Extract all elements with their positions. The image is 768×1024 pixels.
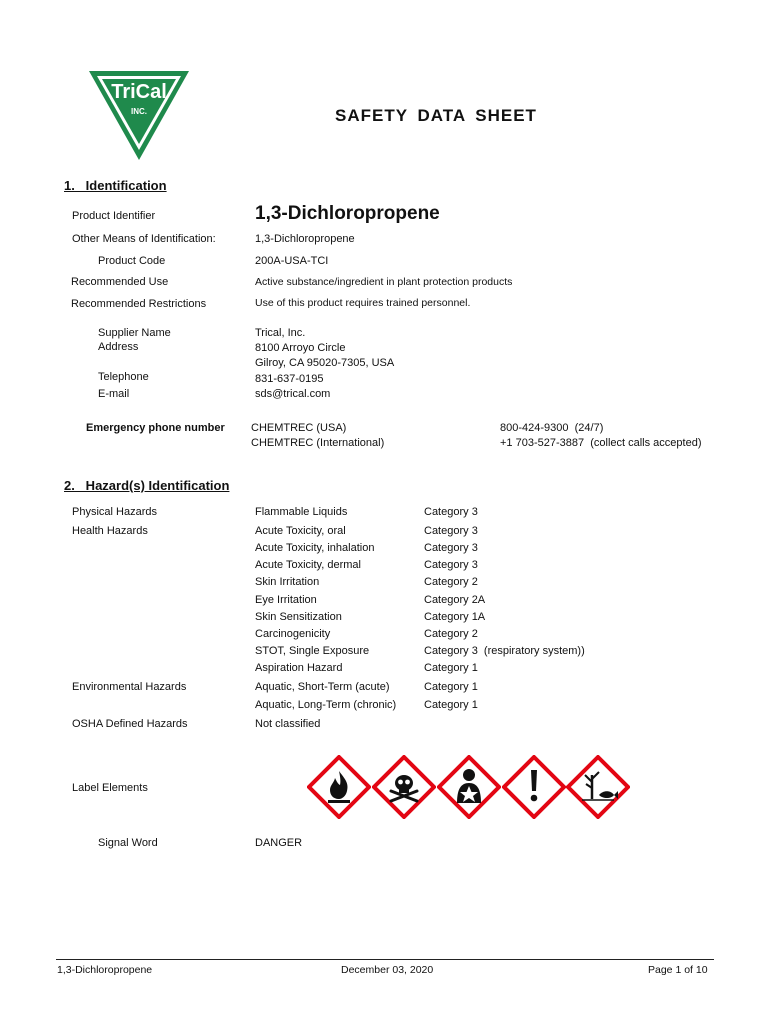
supplier-name-value: Trical, Inc.: [255, 327, 306, 339]
signal-word-label: Signal Word: [98, 837, 158, 849]
supplier-name-label: Supplier Name: [98, 327, 171, 339]
telephone-value: 831-637-0195: [255, 373, 324, 385]
footer-divider: [56, 959, 714, 960]
table-row: [0, 559, 768, 576]
section-2-heading: 2. Hazard(s) Identification: [64, 478, 230, 493]
logo-subtext: INC.: [131, 107, 147, 116]
footer-page-number: Page 1 of 10: [648, 964, 708, 976]
emergency-name-intl: CHEMTREC (International): [251, 437, 385, 449]
table-row: [0, 525, 768, 542]
hazard-category: Category 3: [424, 506, 478, 518]
hazard-category: Category 3: [424, 559, 478, 571]
hazard-category: Category 1A: [424, 611, 486, 623]
health-hazard-icon: [437, 755, 501, 824]
table-row: [0, 699, 768, 716]
table-row: [0, 506, 768, 523]
hazard-class: Skin Irritation: [255, 576, 320, 588]
document-title: SAFETY DATA SHEET: [335, 106, 537, 125]
emergency-number-intl: +1 703-527-3887 (collect calls accepted): [500, 437, 702, 449]
footer-date: December 03, 2020: [341, 964, 434, 976]
emergency-name-usa: CHEMTREC (USA): [251, 422, 347, 434]
table-row: [0, 611, 768, 628]
hazard-category: Category 3: [424, 525, 478, 537]
hazard-class: Aquatic, Long-Term (chronic): [255, 699, 397, 711]
hazard-class: STOT, Single Exposure: [255, 645, 370, 657]
hazard-category: Category 1: [424, 662, 478, 674]
label-elements-label: Label Elements: [72, 782, 148, 794]
telephone-label: Telephone: [98, 371, 149, 383]
product-identifier-label: Product Identifier: [72, 210, 156, 222]
hazard-class: Flammable Liquids: [255, 506, 348, 518]
hazard-category: Category 1: [424, 699, 478, 711]
hazard-category: Category 3: [424, 542, 478, 554]
environment-icon: [566, 755, 630, 824]
hazard-category: Category 2: [424, 628, 478, 640]
recommended-use-label: Recommended Use: [71, 276, 169, 288]
table-row: [0, 542, 768, 559]
flame-icon: [307, 755, 371, 824]
hazard-class: Skin Sensitization: [255, 611, 342, 623]
other-means-label: Other Means of Identification:: [72, 233, 216, 245]
hazard-group: Environmental Hazards: [72, 681, 187, 693]
hazard-class: Carcinogenicity: [255, 628, 331, 640]
table-row: [0, 662, 768, 679]
hazard-class: Acute Toxicity, inhalation: [255, 542, 375, 554]
hazard-class: Aquatic, Short-Term (acute): [255, 681, 390, 693]
hazard-category: Category 3 (respiratory system)): [424, 645, 585, 657]
section-1-heading: 1. Identification: [64, 178, 167, 193]
hazard-class: Acute Toxicity, dermal: [255, 559, 361, 571]
signal-word-value: DANGER: [255, 837, 303, 849]
table-row: [0, 645, 768, 662]
hazard-category: Category 1: [424, 681, 478, 693]
address-label: Address: [98, 341, 139, 353]
exclamation-icon: [502, 755, 566, 824]
address-line-1: 8100 Arroyo Circle: [255, 342, 346, 354]
hazard-class: Acute Toxicity, oral: [255, 525, 346, 537]
table-row: [0, 718, 768, 735]
recommended-use-value: Active substance/ingredient in plant protection products: [255, 276, 513, 288]
hazard-group: Physical Hazards: [72, 506, 157, 518]
emergency-number-usa: 800-424-9300 (24/7): [500, 422, 604, 434]
hazard-category: Category 2: [424, 576, 478, 588]
hazard-group: OSHA Defined Hazards: [72, 718, 188, 730]
other-means-value: 1,3-Dichloropropene: [255, 233, 355, 245]
product-code-value: 200A-USA-TCI: [255, 255, 329, 267]
skull-crossbones-icon: [372, 755, 436, 824]
table-row: [0, 681, 768, 698]
logo-text: TriCal: [111, 81, 167, 103]
table-row: [0, 628, 768, 645]
restrictions-value: Use of this product requires trained personnel.: [255, 297, 471, 309]
hazard-class: Not classified: [255, 718, 321, 730]
table-row: [0, 594, 768, 611]
email-value: sds@trical.com: [255, 388, 331, 400]
hazard-class: Aspiration Hazard: [255, 662, 343, 674]
product-code-label: Product Code: [98, 255, 166, 267]
email-label: E-mail: [98, 388, 130, 400]
address-line-2: Gilroy, CA 95020-7305, USA: [255, 357, 395, 369]
product-identifier-value: 1,3-Dichloropropene: [255, 203, 440, 224]
hazard-category: Category 2A: [424, 594, 486, 606]
trical-logo: [88, 70, 190, 162]
restrictions-label: Recommended Restrictions: [71, 298, 207, 310]
hazard-group: Health Hazards: [72, 525, 148, 537]
emergency-label: Emergency phone number: [86, 422, 225, 434]
hazard-class: Eye Irritation: [255, 594, 317, 606]
table-row: [0, 576, 768, 593]
footer-product: 1,3-Dichloropropene: [57, 964, 153, 976]
